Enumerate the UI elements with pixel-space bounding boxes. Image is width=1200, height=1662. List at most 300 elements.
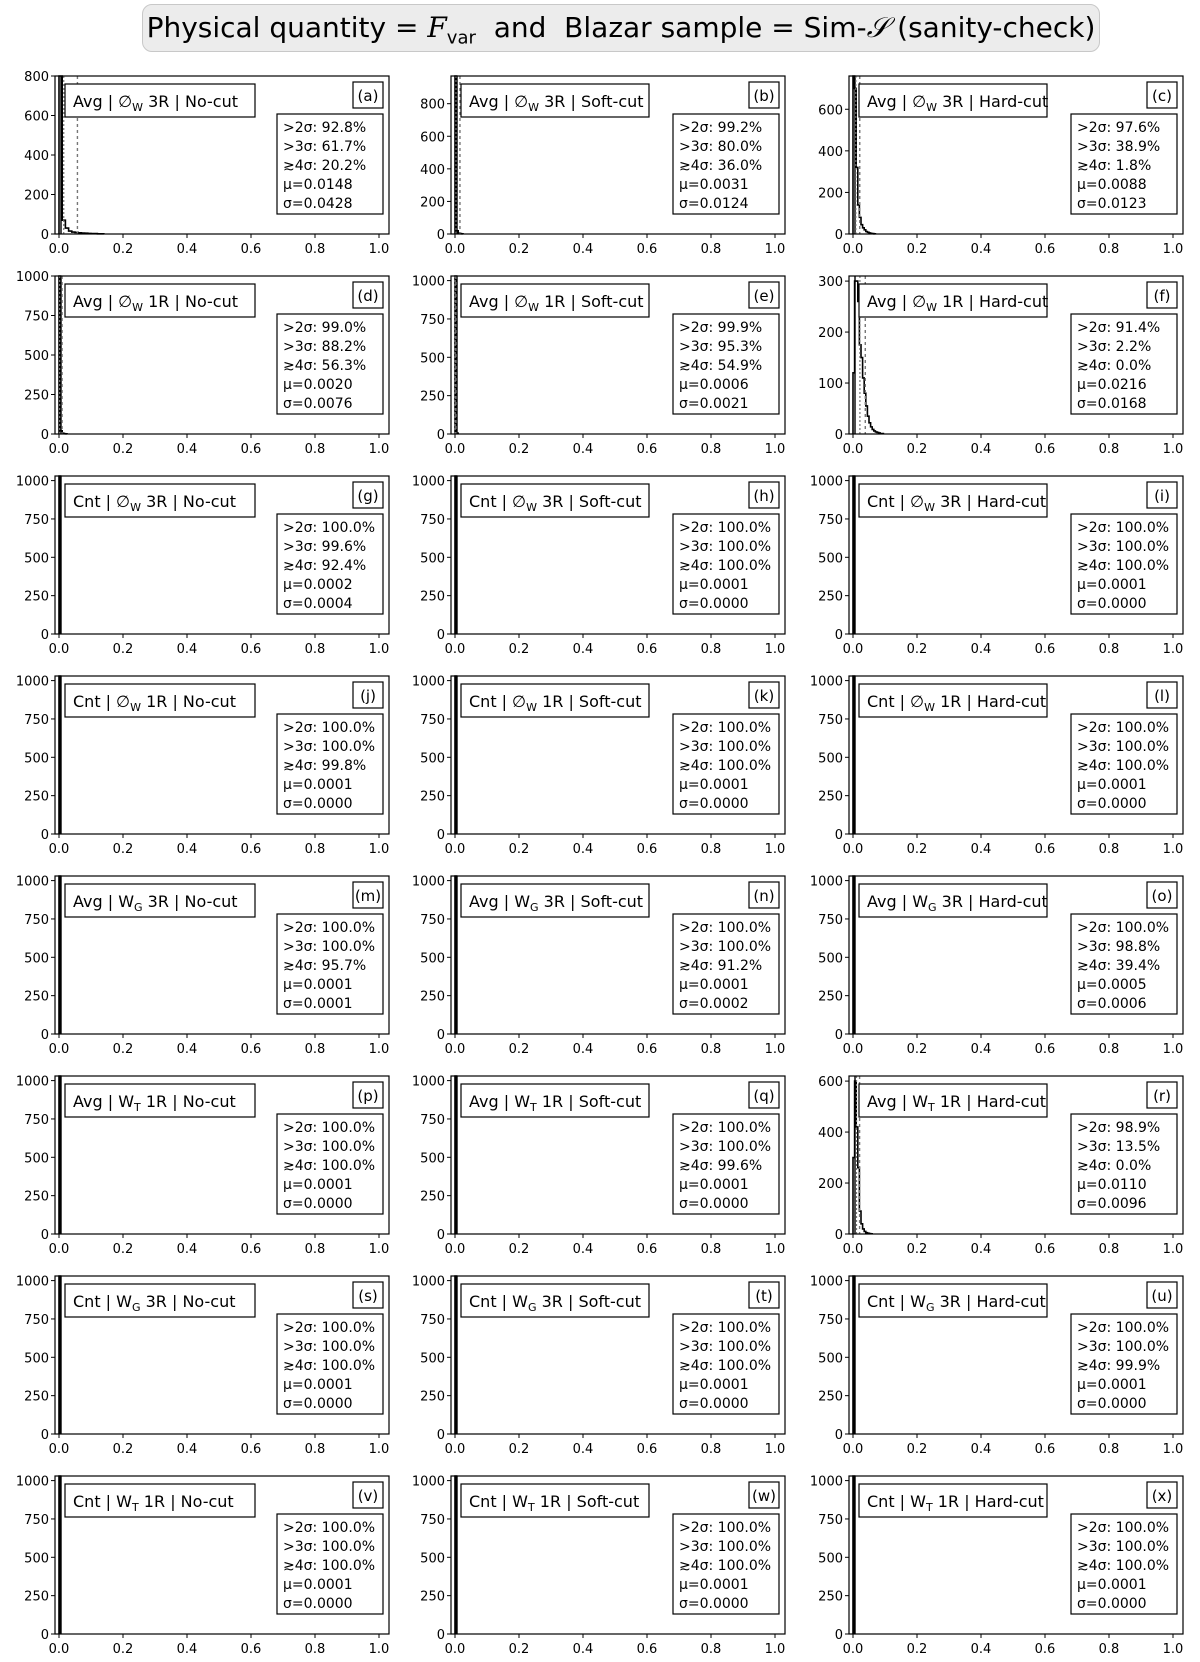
panel-label-part: W (514, 892, 531, 911)
stats-line: ≳4σ: 99.8% (283, 758, 367, 774)
panel-m (16, 875, 389, 1057)
y-tick-label: 0 (436, 228, 445, 243)
x-tick-label: 0.4 (970, 642, 992, 657)
stats-line: >2σ: 100.0% (283, 1320, 376, 1336)
stats-line: μ=0.0110 (1077, 1177, 1147, 1193)
stats-line: >2σ: 100.0% (1077, 720, 1170, 736)
panel-s (16, 1275, 389, 1457)
stats-line: μ=0.0020 (283, 377, 353, 393)
panel-label-part: Cnt | (469, 692, 513, 711)
y-tick-label: 500 (420, 1151, 445, 1167)
panel-label-sub: W (528, 101, 540, 114)
x-tick-label: 0.2 (906, 1042, 928, 1057)
x-tick-label: 0.4 (572, 442, 594, 457)
x-tick-label: 0.4 (176, 1242, 198, 1257)
x-tick-label: 0.6 (636, 1642, 658, 1657)
x-tick-label: 1.0 (764, 1642, 786, 1657)
y-tick-label: 250 (24, 589, 49, 605)
panel-label-sub: T (131, 1501, 139, 1514)
panel-letter: (t) (755, 1287, 773, 1305)
x-tick-label: 0.6 (636, 442, 658, 457)
stats-line: ≳4σ: 56.3% (283, 358, 367, 374)
stats-line: μ=0.0001 (283, 777, 353, 793)
x-tick-label: 0.2 (112, 242, 134, 257)
stats-line: μ=0.0001 (283, 1577, 353, 1593)
x-tick-label: 0.4 (176, 1442, 198, 1457)
y-tick-label: 250 (818, 589, 843, 605)
y-tick-label: 750 (24, 712, 49, 728)
x-tick-label: 1.0 (368, 842, 390, 857)
y-tick-label: 500 (420, 1551, 445, 1567)
panel-h (412, 475, 785, 657)
stats-line: σ=0.0123 (1077, 196, 1147, 212)
y-tick-label: 750 (818, 1312, 843, 1328)
y-tick-label: 0 (834, 1428, 843, 1443)
stats-line: ≳4σ: 100.0% (283, 1558, 376, 1574)
panel-label-part: W (512, 1292, 528, 1311)
y-tick-label: 250 (420, 389, 445, 405)
panel-label-part: 1R | Hard-cut (937, 292, 1049, 311)
panel-label-part: Cnt | (867, 1492, 911, 1511)
panel-label (73, 692, 236, 714)
x-tick-label: 0.4 (572, 1442, 594, 1457)
y-tick-label: 750 (24, 309, 49, 325)
y-tick-label: 1000 (411, 474, 445, 490)
panel-label-part: 3R | Soft-cut (539, 92, 644, 111)
x-tick-label: 0.4 (176, 1042, 198, 1057)
panel-label-sub: W (130, 501, 141, 514)
panel-o (810, 875, 1183, 1057)
x-tick-label: 0.8 (304, 842, 326, 857)
panel-letter: (s) (358, 1287, 378, 1305)
stats-line: σ=0.0076 (283, 396, 353, 412)
panel-label-part: W (514, 1092, 531, 1111)
stats-line: ≳4σ: 1.8% (1077, 158, 1152, 174)
x-tick-label: 0.4 (572, 642, 594, 657)
stats-line: ≳4σ: 54.9% (679, 358, 763, 374)
stats-line: σ=0.0000 (283, 1396, 353, 1412)
x-tick-label: 0.6 (1034, 842, 1056, 857)
panel-label-part: ∅ (912, 92, 927, 111)
x-tick-label: 0.2 (508, 1442, 530, 1457)
panel-label (469, 92, 644, 114)
x-tick-label: 1.0 (764, 642, 786, 657)
x-tick-label: 0.6 (240, 642, 262, 657)
panel-label-part: 1R | Soft-cut (534, 1492, 640, 1511)
panel-label-sub: T (530, 1101, 537, 1114)
x-tick-label: 0.0 (444, 1042, 466, 1057)
y-tick-label: 750 (818, 1512, 843, 1528)
y-tick-label: 500 (420, 1351, 445, 1367)
panel-f (818, 275, 1183, 457)
stats-line: >2σ: 91.4% (1077, 320, 1161, 336)
y-tick-label: 0 (40, 828, 49, 843)
panel-label (73, 1292, 236, 1314)
y-tick-label: 1000 (15, 270, 49, 285)
panel-label-part: 1R | No-cut (140, 692, 236, 711)
stats-line: >3σ: 99.6% (283, 539, 367, 555)
y-tick-label: 1000 (411, 1474, 445, 1490)
panel-a (24, 70, 389, 257)
stats-line: ≳4σ: 100.0% (679, 758, 772, 774)
panel-label (73, 292, 238, 314)
stats-line: ≳4σ: 100.0% (283, 1158, 376, 1174)
panel-e (412, 275, 785, 457)
x-tick-label: 0.2 (508, 442, 530, 457)
y-tick-label: 250 (24, 1189, 49, 1205)
panel-letter: (w) (752, 1487, 776, 1505)
y-tick-label: 400 (420, 162, 445, 178)
panel-letter: (c) (1152, 87, 1172, 105)
y-tick-label: 750 (420, 312, 445, 328)
x-tick-label: 0.2 (906, 642, 928, 657)
title-middle: and Blazar sample = Sim- (475, 11, 867, 44)
y-tick-label: 500 (420, 551, 445, 567)
panel-label-part: ∅ (116, 692, 131, 711)
y-tick-label: 500 (818, 751, 843, 767)
stats-line: >3σ: 100.0% (283, 939, 376, 955)
x-tick-label: 0.4 (970, 1042, 992, 1057)
y-tick-label: 500 (24, 349, 49, 364)
panel-label (469, 892, 643, 914)
y-tick-label: 0 (436, 428, 445, 443)
x-tick-label: 0.6 (240, 242, 262, 257)
panel-label-part: Avg | (469, 1092, 515, 1111)
stats-line: σ=0.0000 (1077, 1596, 1147, 1612)
panel-b (420, 76, 785, 257)
panel-label-part: Avg | (469, 92, 515, 111)
panel-label-part: W (116, 1492, 132, 1511)
y-tick-label: 250 (420, 1389, 445, 1405)
panel-label-part: ∅ (514, 92, 529, 111)
panel-label-sub: T (134, 1101, 141, 1114)
stats-line: >3σ: 100.0% (1077, 539, 1170, 555)
y-tick-label: 0 (436, 828, 445, 843)
x-tick-label: 0.2 (906, 442, 928, 457)
x-tick-label: 0.8 (304, 642, 326, 657)
y-tick-label: 1000 (411, 1074, 445, 1090)
x-tick-label: 1.0 (368, 1242, 390, 1257)
panel-label-part: Avg | (73, 892, 119, 911)
x-tick-label: 0.6 (240, 1042, 262, 1057)
panel-label-part: Cnt | (469, 1492, 513, 1511)
panel-letter: (o) (1151, 887, 1173, 905)
y-tick-label: 250 (24, 388, 49, 404)
y-tick-label: 250 (818, 789, 843, 805)
x-tick-label: 0.2 (112, 1242, 134, 1257)
y-tick-label: 1000 (809, 874, 843, 890)
stats-line: >3σ: 38.9% (1077, 139, 1161, 155)
y-tick-label: 400 (24, 149, 49, 164)
y-tick-label: 750 (420, 1112, 445, 1128)
x-tick-label: 1.0 (1162, 642, 1184, 657)
x-tick-label: 0.8 (1098, 842, 1120, 857)
panel-g (16, 475, 389, 657)
y-tick-label: 250 (24, 989, 49, 1005)
x-tick-label: 0.2 (906, 1242, 928, 1257)
stats-line: μ=0.0001 (283, 977, 353, 993)
x-tick-label: 0.0 (842, 1442, 864, 1457)
stats-line: >3σ: 100.0% (283, 1139, 376, 1155)
x-tick-label: 0.0 (842, 1642, 864, 1657)
x-tick-label: 0.8 (700, 1042, 722, 1057)
y-tick-label: 0 (834, 1628, 843, 1643)
title-symbol-sub: var (446, 27, 476, 49)
stats-line: σ=0.0000 (283, 1196, 353, 1212)
panel-label-part: ∅ (116, 492, 131, 511)
stats-line: >2σ: 100.0% (1077, 1320, 1170, 1336)
panel-letter: (e) (753, 287, 775, 305)
stats-line: μ=0.0001 (679, 1577, 749, 1593)
x-tick-label: 0.4 (970, 1242, 992, 1257)
panel-label (867, 492, 1046, 514)
panel-n (412, 875, 785, 1057)
x-tick-label: 0.2 (906, 242, 928, 257)
panel-label-part: Avg | (73, 292, 119, 311)
x-tick-label: 0.0 (842, 1242, 864, 1257)
x-tick-label: 0.2 (112, 842, 134, 857)
stats-line: >2σ: 99.0% (283, 320, 367, 336)
stats-line: σ=0.0000 (1077, 596, 1147, 612)
panel-x (810, 1475, 1183, 1657)
panel-label-part: 1R | Soft-cut (536, 692, 642, 711)
x-tick-label: 0.6 (636, 1242, 658, 1257)
panel-label-sub: W (526, 501, 537, 514)
panel-letter: (b) (753, 87, 775, 105)
x-tick-label: 0.4 (572, 842, 594, 857)
panel-label (73, 1092, 236, 1114)
panel-label (867, 1292, 1046, 1314)
x-tick-label: 0.6 (240, 1242, 262, 1257)
y-tick-label: 500 (420, 751, 445, 767)
y-tick-label: 750 (818, 512, 843, 528)
x-tick-label: 0.0 (842, 842, 864, 857)
y-tick-label: 0 (834, 1028, 843, 1043)
stats-line: μ=0.0001 (679, 977, 749, 993)
y-tick-label: 0 (40, 1028, 49, 1043)
stats-line: ≳4σ: 95.7% (283, 958, 367, 974)
x-tick-label: 0.4 (572, 1642, 594, 1657)
x-tick-label: 1.0 (764, 442, 786, 457)
stats-line: μ=0.0001 (679, 777, 749, 793)
panel-label-part: Avg | (867, 1092, 913, 1111)
y-tick-label: 600 (24, 109, 49, 125)
y-tick-label: 1000 (15, 1474, 49, 1490)
stats-line: μ=0.0001 (1077, 777, 1147, 793)
panel-label (867, 892, 1048, 914)
panel-label-sub: T (928, 1101, 935, 1114)
y-tick-label: 800 (24, 70, 49, 85)
y-tick-label: 200 (420, 195, 445, 211)
x-tick-label: 0.4 (970, 442, 992, 457)
stats-line: σ=0.0000 (283, 1596, 353, 1612)
panel-i (810, 475, 1183, 657)
panel-label-part: 3R | No-cut (140, 492, 236, 511)
panel-label-part: 3R | Soft-cut (538, 892, 644, 911)
stats-line: >2σ: 97.6% (1077, 120, 1161, 136)
stats-line: μ=0.0006 (679, 377, 749, 393)
stats-line: >2σ: 100.0% (1077, 920, 1170, 936)
y-tick-label: 0 (834, 428, 843, 443)
y-tick-label: 250 (420, 789, 445, 805)
stats-line: >3σ: 100.0% (283, 739, 376, 755)
y-tick-label: 0 (436, 1228, 445, 1243)
panel-label (867, 292, 1048, 314)
y-tick-label: 500 (818, 951, 843, 967)
panel-label-part: 3R | No-cut (142, 892, 238, 911)
x-tick-label: 0.8 (1098, 1042, 1120, 1057)
panel-letter: (m) (354, 887, 382, 905)
stats-line: >2σ: 100.0% (1077, 520, 1170, 536)
x-tick-label: 1.0 (764, 1242, 786, 1257)
panel-label-sub: G (925, 1301, 935, 1314)
panel-t (412, 1275, 785, 1457)
x-tick-label: 0.0 (444, 642, 466, 657)
x-tick-label: 0.0 (48, 442, 70, 457)
stats-line: μ=0.0001 (679, 1177, 749, 1193)
stats-line: ≳4σ: 99.6% (679, 1158, 763, 1174)
panel-label-sub: T (925, 1501, 933, 1514)
x-tick-label: 1.0 (1162, 842, 1184, 857)
y-tick-label: 0 (40, 1228, 49, 1243)
y-tick-label: 250 (420, 989, 445, 1005)
y-tick-label: 0 (834, 628, 843, 643)
panel-label-part: 3R | Soft-cut (536, 492, 642, 511)
x-tick-label: 1.0 (368, 442, 390, 457)
panel-label-part: Avg | (867, 292, 913, 311)
stats-line: >3σ: 100.0% (679, 1139, 772, 1155)
panel-label-part: W (118, 1092, 135, 1111)
title-sample-symbol: 𝒮 (866, 11, 889, 44)
y-tick-label: 200 (818, 1177, 843, 1193)
x-tick-label: 0.2 (508, 242, 530, 257)
panel-label-part: 3R | Hard-cut (934, 492, 1047, 511)
panel-letter: (p) (357, 1087, 379, 1105)
stats-line: >2σ: 100.0% (679, 520, 772, 536)
stats-line: >3σ: 13.5% (1077, 1139, 1161, 1155)
y-tick-label: 200 (818, 186, 843, 202)
stats-line: μ=0.0088 (1077, 177, 1147, 193)
x-tick-label: 0.4 (176, 442, 198, 457)
stats-line: μ=0.0001 (679, 577, 749, 593)
x-tick-label: 0.4 (572, 1242, 594, 1257)
y-tick-label: 1000 (15, 674, 49, 690)
stats-line: σ=0.0000 (283, 796, 353, 812)
x-tick-label: 0.2 (112, 442, 134, 457)
stats-line: >2σ: 100.0% (283, 1120, 376, 1136)
panel-label (469, 492, 641, 514)
stats-line: >2σ: 100.0% (679, 720, 772, 736)
stats-line: ≳4σ: 100.0% (679, 558, 772, 574)
stats-line: >3σ: 100.0% (679, 539, 772, 555)
y-tick-label: 400 (818, 1126, 843, 1142)
panel-r (818, 1075, 1183, 1257)
panel-label-sub: T (527, 1501, 535, 1514)
y-tick-label: 250 (24, 789, 49, 805)
stats-line: >3σ: 100.0% (1077, 739, 1170, 755)
x-tick-label: 0.8 (700, 842, 722, 857)
title-prefix: Physical quantity = (146, 11, 428, 44)
stats-line: μ=0.0002 (283, 577, 353, 593)
y-tick-label: 1000 (809, 474, 843, 490)
x-tick-label: 0.8 (304, 1242, 326, 1257)
panel-label-sub: G (530, 901, 539, 914)
panel-letter: (q) (753, 1087, 775, 1105)
y-tick-label: 750 (24, 1312, 49, 1328)
panel-label-sub: W (132, 101, 144, 114)
panel-label-part: 1R | No-cut (140, 1092, 236, 1111)
x-tick-label: 0.0 (444, 1642, 466, 1657)
panel-label (469, 1492, 639, 1514)
panel-w (412, 1475, 785, 1657)
x-tick-label: 0.8 (1098, 1642, 1120, 1657)
panel-label-part: Cnt | (469, 1292, 513, 1311)
stats-line: >2σ: 100.0% (283, 920, 376, 936)
panel-label (73, 1492, 234, 1514)
x-tick-label: 1.0 (764, 1442, 786, 1457)
y-tick-label: 600 (818, 103, 843, 119)
panel-label-part: ∅ (514, 292, 529, 311)
stats-line: σ=0.0006 (1077, 996, 1147, 1012)
panel-letter: (a) (357, 87, 379, 105)
stats-line: σ=0.0124 (679, 196, 749, 212)
stats-line: >2σ: 99.9% (679, 320, 763, 336)
y-tick-label: 0 (834, 228, 843, 243)
y-tick-label: 0 (834, 828, 843, 843)
x-tick-label: 0.0 (444, 242, 466, 257)
panel-label-part: Cnt | (73, 692, 117, 711)
x-tick-label: 0.2 (906, 1442, 928, 1457)
panel-label-part: W (910, 1292, 926, 1311)
panel-label-part: W (116, 1292, 132, 1311)
panel-label-sub: G (134, 901, 143, 914)
panel-label-part: 1R | No-cut (143, 292, 239, 311)
panel-letter: (j) (360, 687, 376, 705)
x-tick-label: 0.8 (1098, 242, 1120, 257)
stats-line: σ=0.0002 (679, 996, 749, 1012)
panel-letter: (l) (1154, 687, 1170, 705)
panel-label-part: 3R | Hard-cut (936, 892, 1048, 911)
x-tick-label: 1.0 (368, 1442, 390, 1457)
stats-line: ≳4σ: 0.0% (1077, 358, 1152, 374)
panel-label-part: Cnt | (469, 492, 513, 511)
panel-c (818, 76, 1183, 257)
y-tick-label: 400 (818, 144, 843, 160)
x-tick-label: 0.6 (1034, 442, 1056, 457)
panel-label-part: ∅ (910, 692, 925, 711)
x-tick-label: 0.0 (444, 1442, 466, 1457)
panel-label-part: Cnt | (73, 492, 117, 511)
x-tick-label: 0.2 (508, 1042, 530, 1057)
panel-label (867, 92, 1048, 114)
stats-line: ≳4σ: 100.0% (679, 1558, 772, 1574)
panel-label-part: W (910, 1492, 926, 1511)
x-tick-label: 1.0 (368, 1642, 390, 1657)
x-tick-label: 0.4 (176, 242, 198, 257)
panel-label-part: ∅ (512, 492, 527, 511)
y-tick-label: 0 (436, 1028, 445, 1043)
stats-line: >3σ: 100.0% (1077, 1539, 1170, 1555)
x-tick-label: 0.8 (700, 242, 722, 257)
x-tick-label: 0.8 (304, 1042, 326, 1057)
x-tick-label: 0.2 (906, 1642, 928, 1657)
y-tick-label: 250 (24, 1389, 49, 1405)
y-tick-label: 1000 (15, 474, 49, 490)
stats-line: >2σ: 100.0% (283, 1520, 376, 1536)
stats-line: >3σ: 95.3% (679, 339, 763, 355)
panel-label-part: 3R | No-cut (140, 1292, 236, 1311)
stats-line: >3σ: 100.0% (283, 1539, 376, 1555)
